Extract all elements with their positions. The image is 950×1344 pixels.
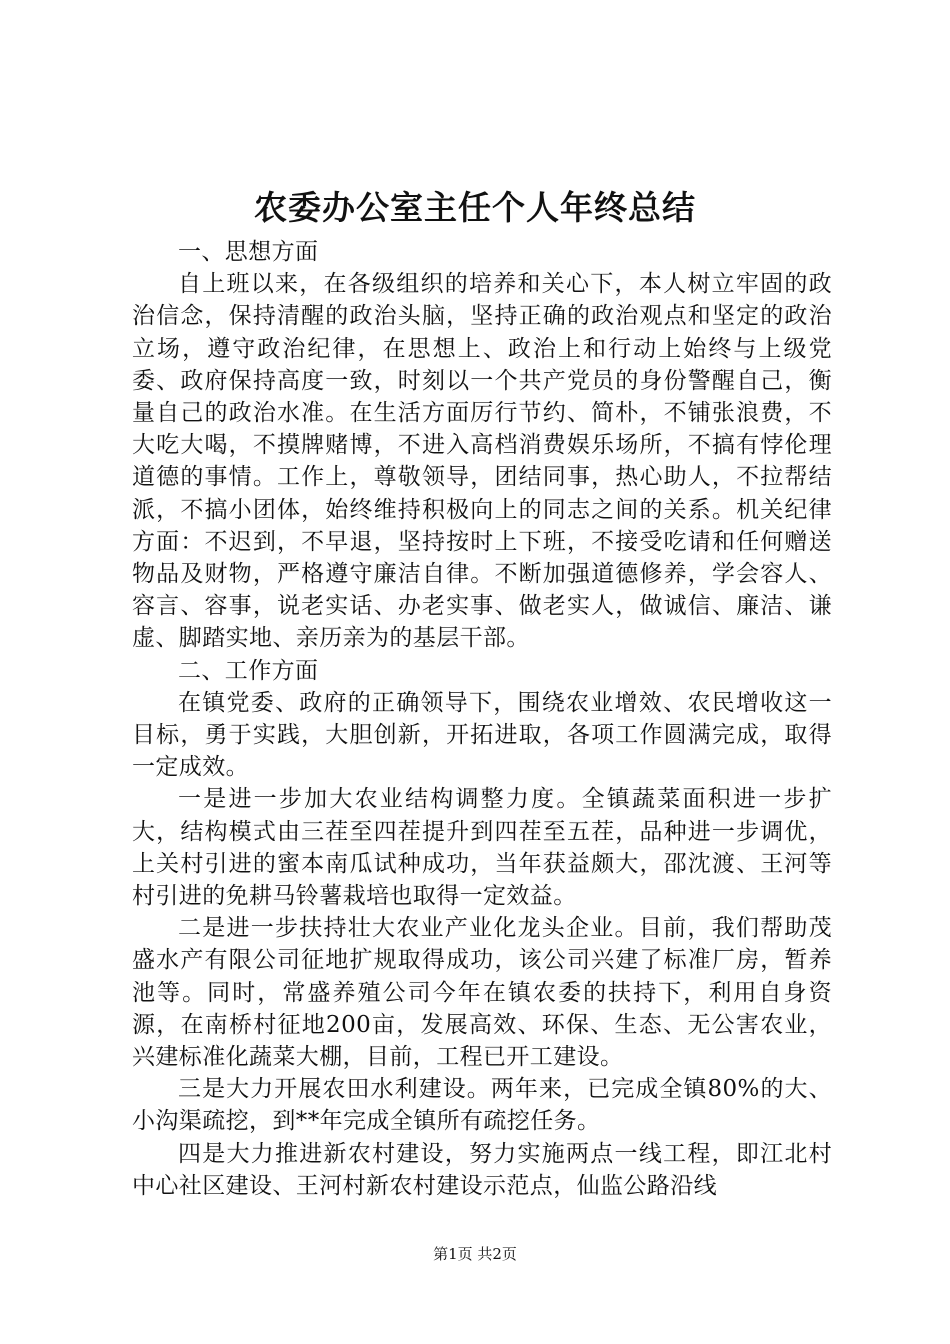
paragraph-thought: 自上班以来，在各级组织的培养和关心下，本人树立牢固的政治信念，保持清醒的政治头脑，坚持正确的政治观点和坚定的政治立场，遵守政治纪律，在思想上、政治上和行动上始终与上级党委、政府保持高度一致，时刻以一个共产党员的身份警醒自己，衡量自己的政治水准。在生活方面厉行节约、简朴，不铺张浪费，不大吃大喝，不摸牌赌博，不进入高档消费娱乐场所，不搞有悖伦理道德的事情。工作上，尊敬领导，团结同事，热心助人，不拉帮结派，不搞小团体，始终维持积极向上的同志之间的关系。机关纪律方面：不迟到，不早退，坚持按时上下班，不接受吃请和任何赠送物品及财物，严格遵守廉洁自律。不断加强道德修养，学会容人、容言、容事，说老实话、办老实事、做老实人，做诚信、廉洁、谦虚、脚踏实地、亲历亲为的基层干部。 <box>132 271 832 652</box>
paragraph-item-3: 三是大力开展农田水利建设。两年来，已完成全镇80%的大、小沟渠疏挖，到**年完成全镇所有疏挖任务。 <box>132 1076 832 1135</box>
page-footer: 第1页 共2页 <box>433 1245 517 1263</box>
document-body <box>132 236 832 1202</box>
paragraph-item-4: 四是大力推进新农村建设，努力实施两点一线工程，即江北村中心社区建设、王河村新农村建设示范点，仙监公路沿线 <box>132 1140 832 1199</box>
paragraph-work-intro: 在镇党委、政府的正确领导下，围绕农业增效、农民增收这一目标，勇于实践，大胆创新，开拓进取，各项工作圆满完成，取得一定成效。 <box>132 689 832 781</box>
paragraph-item-2: 二是进一步扶持壮大农业产业化龙头企业。目前，我们帮助茂盛水产有限公司征地扩规取得成功，该公司兴建了标准厂房，暂养池等。同时，常盛养殖公司今年在镇农委的扶持下，利用自身资源，在南桥村征地200亩，发展高效、环保、生态、无公害农业，兴建标准化蔬菜大棚，目前，工程已开工建设。 <box>132 915 832 1071</box>
document-title: 农委办公室主任个人年终总结 <box>254 188 696 227</box>
section-heading-work: 二、工作方面 <box>178 657 319 684</box>
section-heading-thought: 一、思想方面 <box>178 239 319 265</box>
paragraph-item-1: 一是进一步加大农业结构调整力度。全镇蔬菜面积进一步扩大，结构模式由三茬至四茬提升到四茬至五茬，品种进一步调优，上关村引进的蜜本南瓜试种成功，当年获益颇大，邵沈渡、王河等村引进的免耕马铃薯栽培也取得一定效益。 <box>132 786 832 910</box>
